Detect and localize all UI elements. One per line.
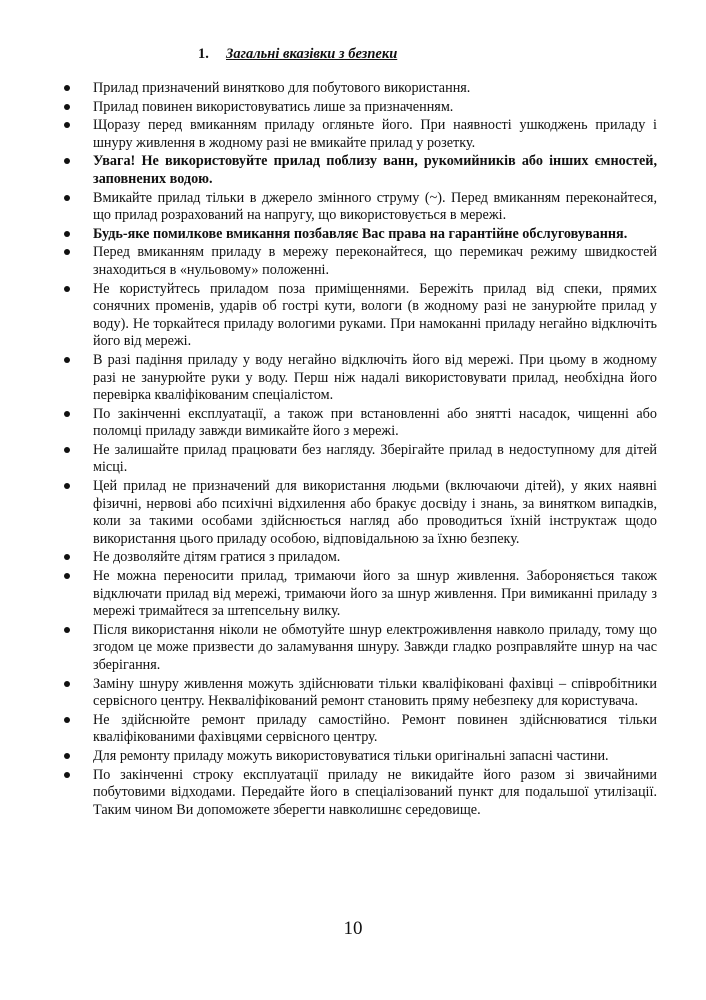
list-item	[93, 622, 657, 675]
bullet-icon	[64, 357, 70, 363]
list-item-text: По закінченні строку експлуатації приладу не викидайте його разом зі звичайними побутовими відходами. Передайте його в спеціалізований пункт для подальшої утилізації. Таким чином Ви допоможете зберегти навколишнє середовище.	[93, 766, 657, 818]
bullet-icon	[64, 249, 70, 255]
safety-instructions-list	[93, 80, 657, 820]
list-item	[93, 767, 657, 820]
page-number: 10	[343, 918, 363, 939]
list-item	[93, 568, 657, 621]
list-item	[93, 352, 657, 405]
list-item	[93, 676, 657, 711]
bullet-icon	[64, 158, 70, 164]
list-item-text: Для ремонту приладу можуть використовуватися тільки оригінальні запасні частини.	[93, 747, 609, 764]
list-item	[93, 281, 657, 351]
section-number: 1.	[198, 46, 209, 62]
list-item	[93, 748, 657, 766]
list-item	[93, 80, 657, 98]
list-item-text: Не залишайте прилад працювати без нагляду. Зберігайте прилад в недоступному для дітей місці.	[93, 441, 657, 476]
list-item	[93, 442, 657, 477]
section-title: Загальні вказівки з безпеки	[226, 46, 398, 62]
list-item	[93, 190, 657, 225]
bullet-icon	[64, 573, 70, 579]
list-item	[93, 226, 657, 244]
bullet-icon	[64, 195, 70, 201]
list-item-text: Цей прилад не призначений для використання людьми (включаючи дітей), у яких наявні фізичні, нервові або психічні відхилення або бракує досвіду і знань, за винятком випадків, коли за такими особами здійснюється нагляд або проводиться їхній інструктаж щодо використання цього приладу особою, відповідальною за їхню безпеку.	[93, 478, 657, 547]
list-item-text: Не дозволяйте дітям гратися з приладом.	[93, 549, 341, 566]
list-item-text: Заміну шнуру живлення можуть здійснювати тільки кваліфіковані фахівці – співробітники сервісного центру. Некваліфікований ремонт становить пряму небезпеку для користувача.	[93, 675, 657, 710]
list-item-text: Не здійснюйте ремонт приладу самостійно. Ремонт повинен здійснюватися тільки кваліфікованими фахівцями сервісного центру.	[93, 711, 657, 746]
bullet-icon	[64, 681, 70, 687]
bullet-icon	[64, 554, 70, 560]
bullet-icon	[64, 411, 70, 417]
list-item-text: Не можна переносити прилад, тримаючи його за шнур живлення. Забороняється також відключати прилад від мережі, тримаючи його за шнур живлення. При вимиканні приладу з мережі тримайтеся за штепсельну вилку.	[93, 568, 657, 620]
bullet-icon	[64, 104, 70, 110]
list-item	[93, 549, 657, 567]
bullet-icon	[64, 717, 70, 723]
bullet-icon	[64, 447, 70, 453]
list-item	[93, 244, 657, 279]
bullet-icon	[64, 231, 70, 237]
list-item	[93, 478, 657, 548]
bullet-icon	[64, 772, 70, 778]
list-item-text: Після використання ніколи не обмотуйте шнур електроживлення навколо приладу, тому що згодом це може призвести до заламування шнуру. Завжди гладко розправляйте шнур на час зберігання.	[93, 621, 657, 673]
list-item-text: В разі падіння приладу у воду негайно відключіть його від мережі. При цьому в жодному разі не занурюйте руки у воду. Перш ніж надалі використовувати прилад, необхідна його перевірка кваліфікованим спеціалістом.	[93, 351, 657, 404]
list-item	[93, 153, 657, 188]
list-item-text: Перед вмиканням приладу в мережу переконайтеся, що перемикач режиму швидкостей знаходиться в «нульовому» положенні.	[93, 244, 657, 278]
section-heading	[198, 46, 397, 63]
list-item-text: Увага! Не використовуйте прилад поблизу ванн, рукомийників або інших ємностей, заповнених водою.	[93, 153, 657, 187]
bullet-icon	[64, 286, 70, 292]
bullet-icon	[64, 483, 70, 489]
bullet-icon	[64, 85, 70, 91]
list-item-text: По закінченні експлуатації, а також при встановленні або знятті насадок, чищенні або поломці приладу завжди вимикайте його з мережі.	[93, 405, 657, 440]
bullet-icon	[64, 753, 70, 759]
list-item-text: Прилад призначений винятково для побутового використання.	[93, 80, 471, 96]
list-item	[93, 99, 657, 117]
list-item	[93, 712, 657, 747]
list-item	[93, 406, 657, 441]
bullet-icon	[64, 627, 70, 633]
list-item-text: Прилад повинен використовуватись лише за призначенням.	[93, 98, 454, 115]
list-item-text: Не користуйтесь приладом поза приміщеннями. Бережіть прилад від спеки, прямих сонячних променів, ударів об гострі кути, вологи (в жодному разі не занурюйте прилад у воду). Не торкайтеся приладу вологими руками. При намоканні приладу негайно відключіть його від мережі.	[93, 280, 657, 350]
list-item-text: Щоразу перед вмиканням приладу огляньте його. При наявності ушкоджень приладу і шнуру живлення в жодному разі не вмикайте прилад у розетку.	[93, 117, 657, 151]
bullet-icon	[64, 122, 70, 128]
list-item	[93, 117, 657, 152]
list-item-text: Вмикайте прилад тільки в джерело змінного струму (~). Перед вмиканням переконайтеся, що прилад розрахований на напругу, що використовується в мережі.	[93, 189, 657, 224]
list-item-text: Будь-яке помилкове вмикання позбавляє Вас права на гарантійне обслуговування.	[93, 225, 628, 242]
